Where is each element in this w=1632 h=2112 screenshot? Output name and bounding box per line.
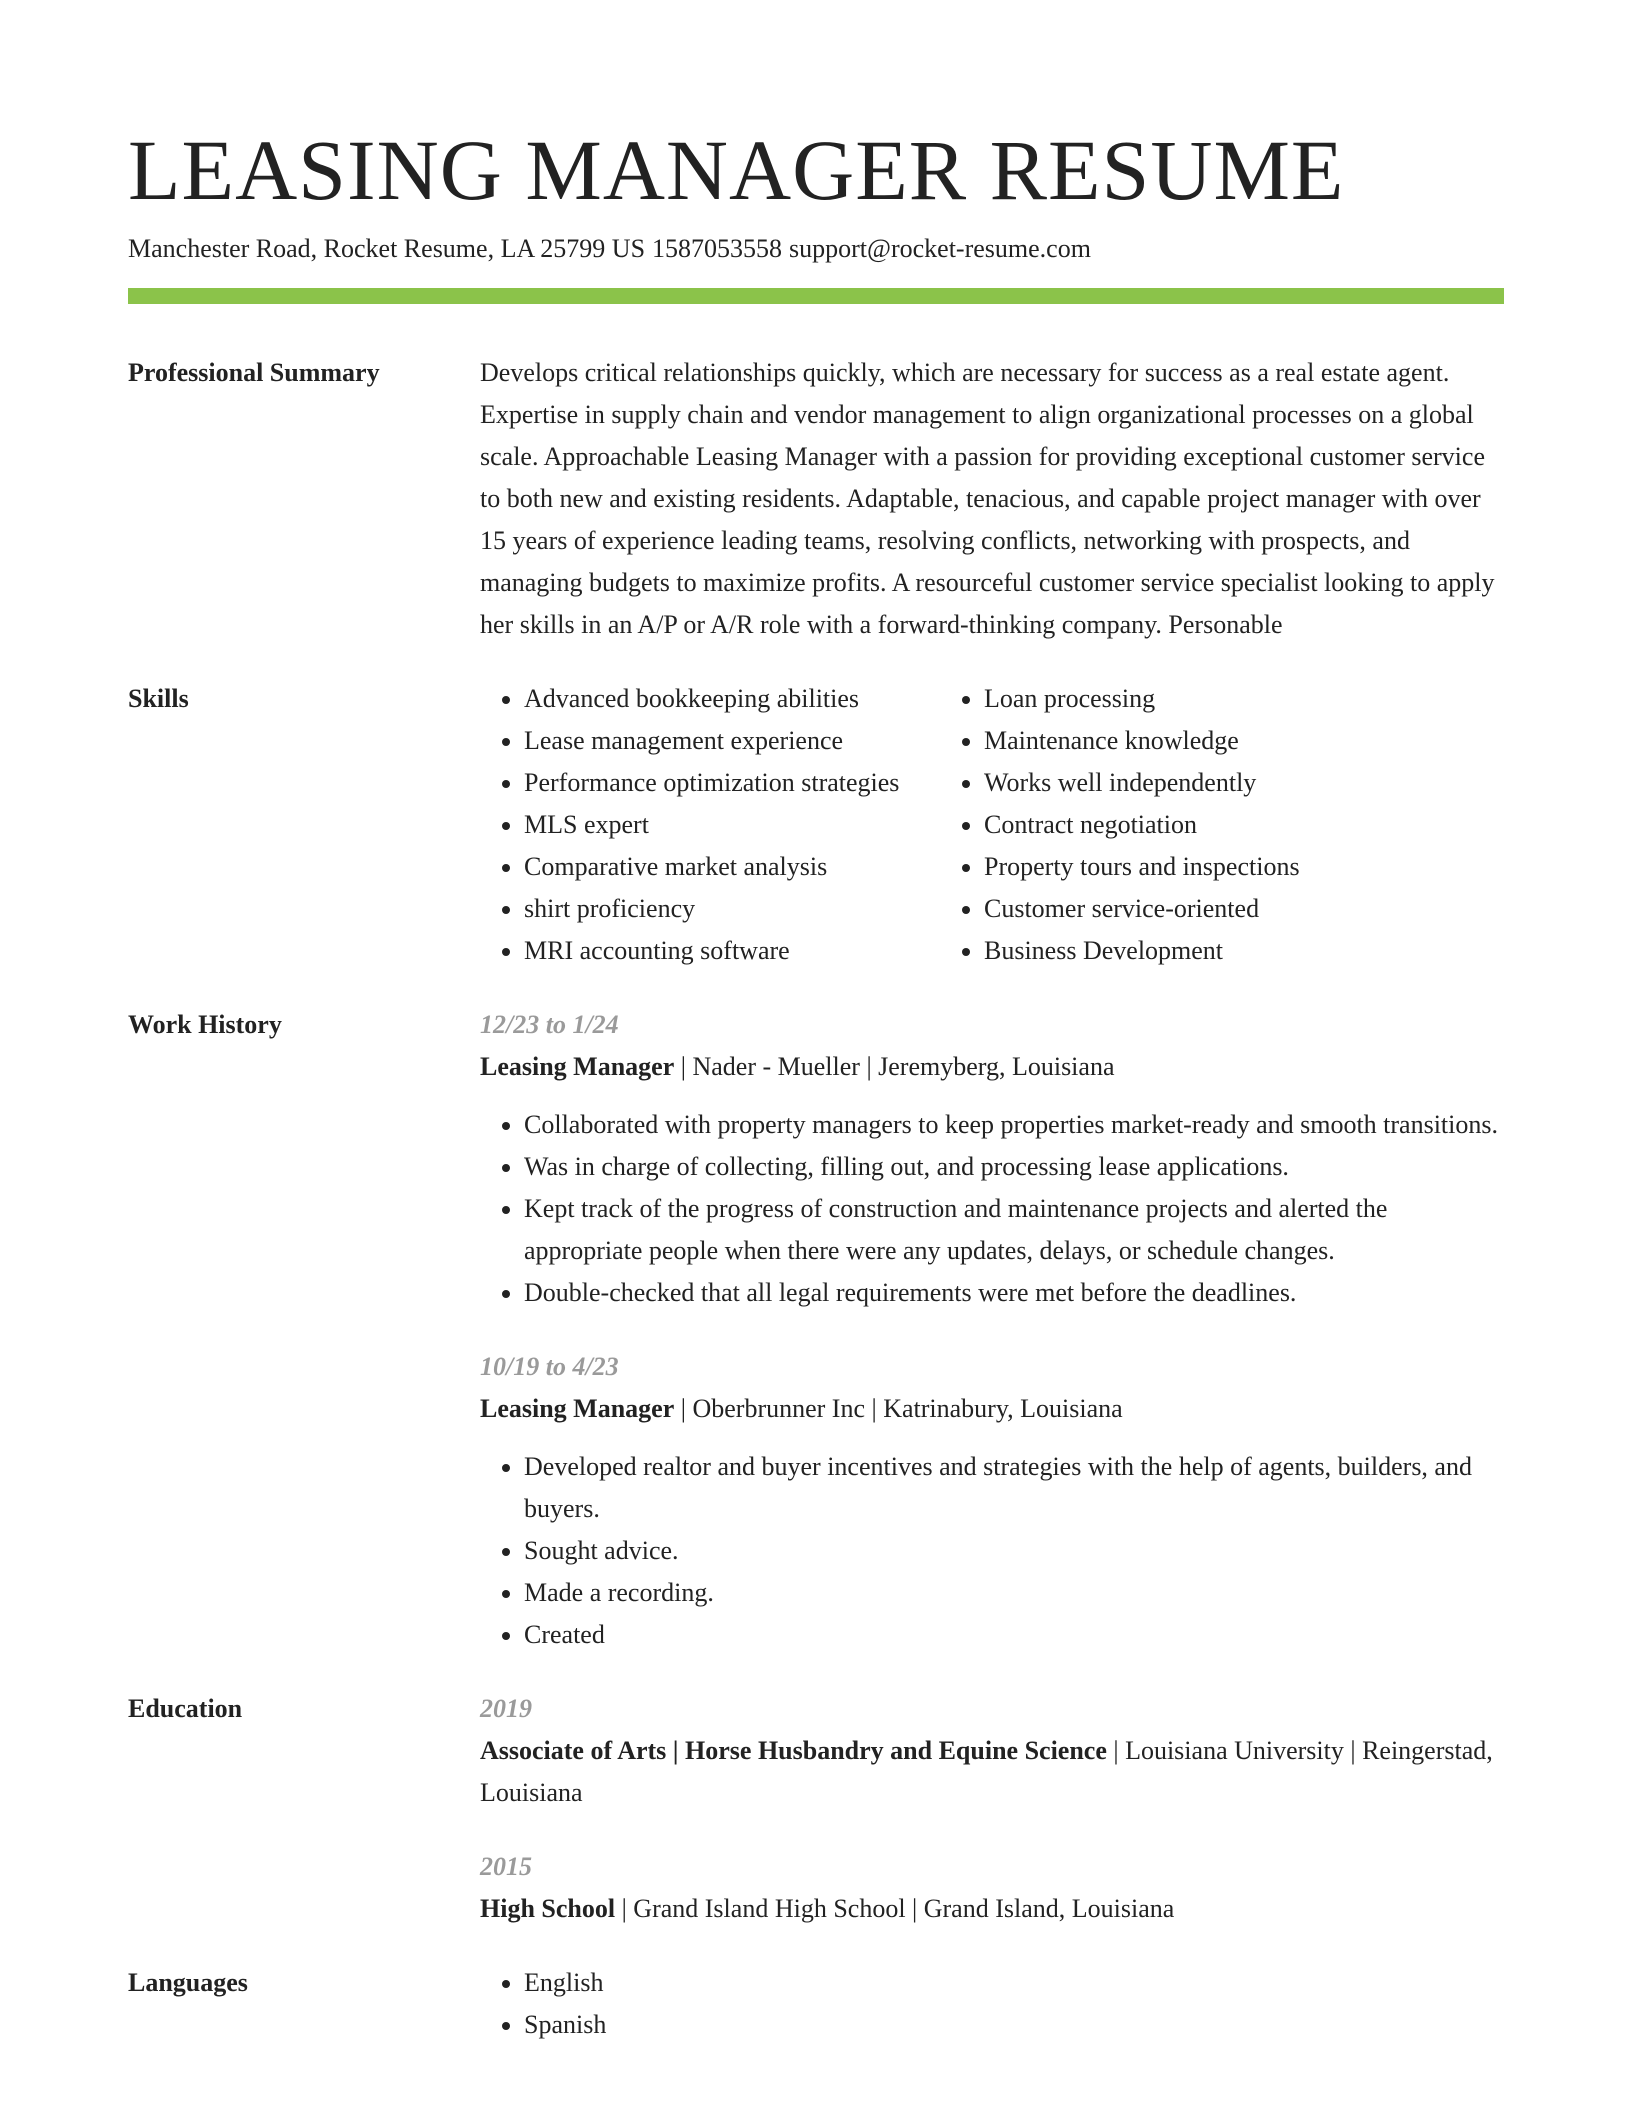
job-details: | Oberbrunner Inc | Katrinabury, Louisiana bbox=[674, 1394, 1123, 1423]
skill-item: • Performance optimization strategies bbox=[524, 762, 940, 804]
languages-list bbox=[480, 1962, 1504, 2046]
resume-page bbox=[128, 118, 1504, 2078]
job-bullets bbox=[480, 1104, 1504, 1314]
skill-item: • MRI accounting software bbox=[524, 930, 940, 972]
accent-divider bbox=[128, 288, 1504, 304]
skill-item: • Maintenance knowledge bbox=[984, 720, 1504, 762]
job-entry bbox=[480, 1346, 1504, 1656]
skill-item: • Business Development bbox=[984, 930, 1504, 972]
skill-item: • Lease management experience bbox=[524, 720, 940, 762]
contact-address: Manchester Road, Rocket Resume, LA 25799 US bbox=[128, 234, 646, 263]
job-bullets bbox=[480, 1446, 1504, 1656]
job-bullet: • Kept track of the progress of construction and maintenance projects and alerted the appropriate people when there were any updates, delays, or schedule changes. bbox=[524, 1188, 1504, 1272]
resume-title: LEASING MANAGER RESUME bbox=[128, 122, 1345, 218]
education-details: | Grand Island High School | Grand Island, Louisiana bbox=[615, 1894, 1175, 1923]
language-item: • English bbox=[524, 1962, 1504, 2004]
education-degree: Associate of Arts | Horse Husbandry and Equine Science bbox=[480, 1736, 1107, 1765]
job-bullet: • Created bbox=[524, 1614, 1504, 1656]
contact-line bbox=[128, 232, 1504, 266]
education-year: 2015 bbox=[480, 1852, 532, 1881]
skill-item: • MLS expert bbox=[524, 804, 940, 846]
summary-heading: Professional Summary bbox=[128, 358, 380, 387]
skill-item: • Works well independently bbox=[984, 762, 1504, 804]
education-heading: Education bbox=[128, 1694, 243, 1723]
job-dates: 12/23 to 1/24 bbox=[480, 1010, 619, 1039]
job-heading bbox=[480, 1388, 1504, 1430]
job-entry bbox=[480, 1004, 1504, 1314]
summary-section bbox=[128, 352, 1504, 646]
skills-section bbox=[128, 678, 1504, 972]
skills-heading: Skills bbox=[128, 684, 189, 713]
skills-columns bbox=[480, 678, 1504, 972]
skills-column-left bbox=[480, 678, 940, 972]
skills-column-right bbox=[940, 678, 1504, 972]
work-history-section bbox=[128, 1004, 1504, 1656]
skill-item: • shirt proficiency bbox=[524, 888, 940, 930]
education-details: | Louisiana University | Reingerstad, Louisiana bbox=[480, 1736, 1493, 1807]
languages-heading: Languages bbox=[128, 1968, 248, 1997]
contact-email: support@rocket-resume.com bbox=[789, 234, 1091, 263]
job-bullet: • Double-checked that all legal requirements were met before the deadlines. bbox=[524, 1272, 1504, 1314]
job-title: Leasing Manager bbox=[480, 1394, 675, 1423]
education-entry bbox=[480, 1846, 1504, 1930]
skill-item: • Contract negotiation bbox=[984, 804, 1504, 846]
contact-phone: 1587053558 bbox=[652, 234, 783, 263]
job-bullet: • Collaborated with property managers to keep properties market-ready and smooth transitions. bbox=[524, 1104, 1504, 1146]
skill-item: • Property tours and inspections bbox=[984, 846, 1504, 888]
education-heading-line bbox=[480, 1730, 1504, 1814]
job-bullet: • Made a recording. bbox=[524, 1572, 1504, 1614]
job-bullet: • Developed realtor and buyer incentives and strategies with the help of agents, builders, and buyers. bbox=[524, 1446, 1504, 1530]
job-details: | Nader - Mueller | Jeremyberg, Louisiana bbox=[674, 1052, 1115, 1081]
skill-item: • Loan processing bbox=[984, 678, 1504, 720]
job-bullet: • Was in charge of collecting, filling out, and processing lease applications. bbox=[524, 1146, 1504, 1188]
job-heading bbox=[480, 1046, 1504, 1088]
education-entry bbox=[480, 1688, 1504, 1814]
education-degree: High School bbox=[480, 1894, 616, 1923]
skill-item: • Comparative market analysis bbox=[524, 846, 940, 888]
work-history-heading: Work History bbox=[128, 1010, 282, 1039]
summary-text: Develops critical relationships quickly, which are necessary for success as a real estate agent. Expertise in supply chain and vendor management to align organizational processes on a global scale. Approachable Leasing Manager with a passion for providing exceptional customer service to both new and existing residents. Adaptable, tenacious, and capable project manager with over 15 years of experience leading teams, resolving conflicts, networking with prospects, and managing budgets to maximize profits. A resourceful customer service specialist looking to apply her skills in an A/P or A/R role with a forward-thinking company. Personable bbox=[480, 358, 1495, 639]
education-section bbox=[128, 1688, 1504, 1930]
education-heading-line bbox=[480, 1888, 1504, 1930]
job-title: Leasing Manager bbox=[480, 1052, 675, 1081]
language-item: • Spanish bbox=[524, 2004, 1504, 2046]
education-year: 2019 bbox=[480, 1694, 532, 1723]
languages-section bbox=[128, 1962, 1504, 2046]
job-bullet: • Sought advice. bbox=[524, 1530, 1504, 1572]
skill-item: • Advanced bookkeeping abilities bbox=[524, 678, 940, 720]
job-dates: 10/19 to 4/23 bbox=[480, 1352, 619, 1381]
skill-item: • Customer service-oriented bbox=[984, 888, 1504, 930]
